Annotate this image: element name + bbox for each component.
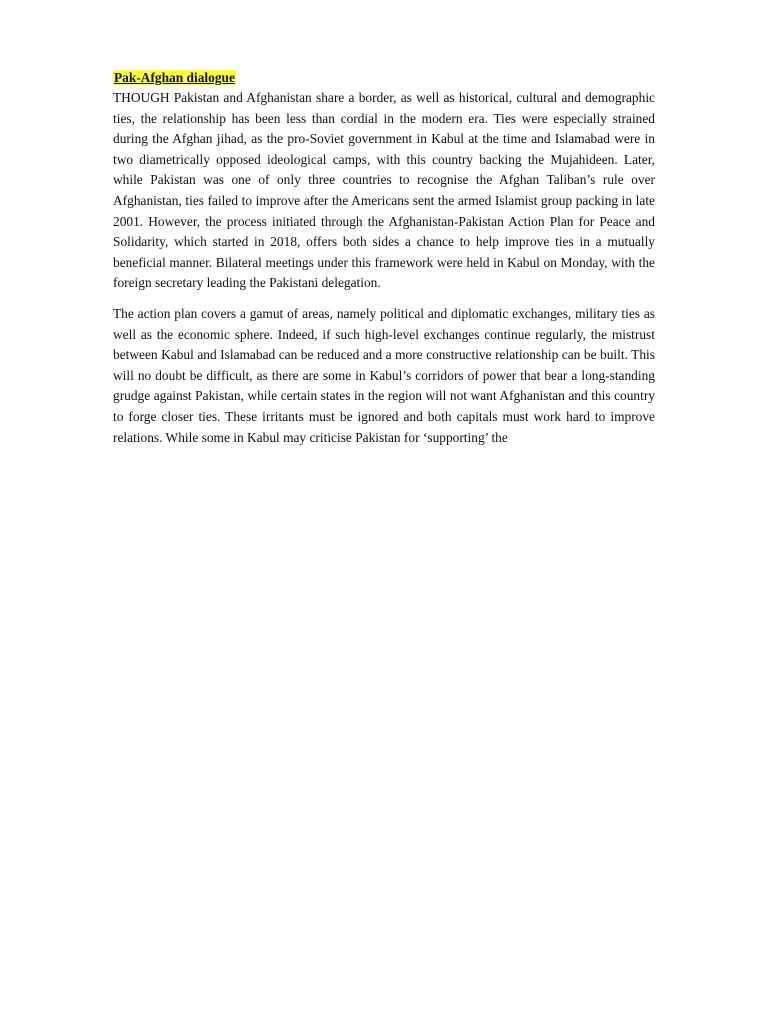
document-body	[113, 68, 655, 448]
paragraph-1: THOUGH Pakistan and Afghanistan share a border, as well as historical, cultural and demographic ties, the relationship has been less than cordial in the modern era. Ties were especially strained during the Afghan jihad, as the pro-Soviet government in Kabul at the time and Islamabad were in two diametrically opposed ideological camps, with this country backing the Mujahideen. Later, while Pakistan was one of only three countries to recognise the Afghan Taliban’s rule over Afghanistan, ties failed to improve after the Americans sent the armed Islamist group packing in late 2001. However, the process initiated through the Afghanistan-Pakistan Action Plan for Peace and Solidarity, which started in 2018, offers both sides a chance to help improve ties in a mutually beneficial manner. Bilateral meetings under this framework were held in Kabul on Monday, with the foreign secretary leading the Pakistani delegation.	[113, 90, 655, 291]
heading-line	[113, 68, 655, 88]
document-title: Pak-Afghan dialogue	[114, 70, 235, 85]
paragraph-2: The action plan covers a gamut of areas, namely political and diplomatic exchanges, military ties as well as the economic sphere. Indeed, if such high-level exchanges continue regularly, the mistrust between Kabul and Islamabad can be reduced and a more constructive relationship can be built. This will no doubt be difficult, as there are some in Kabul’s corridors of power that bear a long-standing grudge against Pakistan, while certain states in the region will not want Afghanistan and this country to forge closer ties. These irritants must be ignored and both capitals must work hard to improve relations. While some in Kabul may criticise Pakistan for ‘supporting’ the	[113, 305, 655, 445]
